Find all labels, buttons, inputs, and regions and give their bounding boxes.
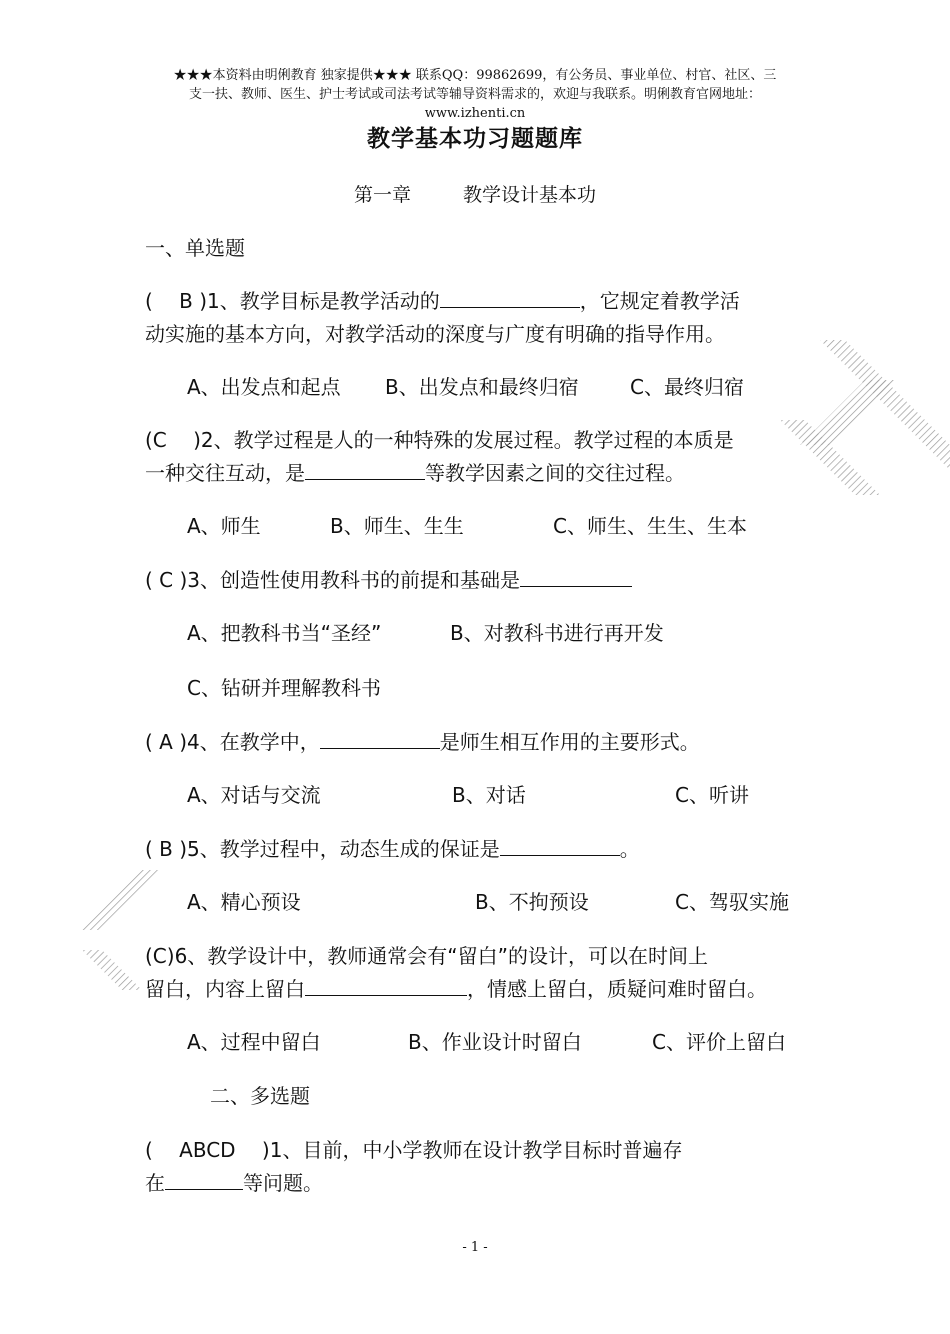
option-b: B、出发点和最终归宿 bbox=[385, 375, 579, 399]
chapter-heading bbox=[0, 180, 950, 207]
option-c: C、驾驭实施 bbox=[675, 890, 789, 914]
question-6-line-2 bbox=[145, 977, 767, 1001]
question-text: 等教学因素之间的交往过程。 bbox=[425, 461, 685, 485]
question-6: (C)6、教学设计中，教师通常会有“留白”的设计，可以在时间上 bbox=[145, 944, 709, 968]
header-line-1: ★★★本资料由明俐教育 独家提供★★★ 联系QQ：99862699，有公务员、事业单位、村官、社区、三 bbox=[173, 68, 777, 83]
question-text: ( C )3、创造性使用教科书的前提和基础是 bbox=[145, 568, 521, 592]
question-text: 一种交往互动，是 bbox=[145, 461, 305, 485]
option-c: C、师生、生生、生本 bbox=[553, 514, 747, 538]
answer-blank bbox=[440, 289, 580, 308]
answer-blank bbox=[320, 730, 440, 749]
question-1 bbox=[145, 289, 740, 313]
question-text: ( A )4、在教学中， bbox=[145, 730, 320, 754]
chapter-name: 教学设计基本功 bbox=[463, 184, 597, 206]
multi-question-1-line-2 bbox=[145, 1171, 323, 1195]
question-text: 。 bbox=[619, 837, 640, 861]
question-3 bbox=[145, 568, 632, 592]
answer-blank bbox=[305, 977, 467, 996]
section-single-choice: 一、单选题 bbox=[145, 236, 245, 260]
chapter-number: 第一章 bbox=[353, 184, 411, 206]
answer-blank bbox=[165, 1171, 243, 1190]
option-b: B、不拘预设 bbox=[475, 890, 589, 914]
question-text: 在 bbox=[145, 1171, 165, 1195]
option-a: A、精心预设 bbox=[187, 890, 301, 914]
answer-blank bbox=[500, 837, 620, 856]
page-number: - 1 - bbox=[462, 1240, 488, 1255]
question-text: ，情感上留白，质疑问难时留白。 bbox=[467, 977, 767, 1001]
question-text: ( B )5、教学过程中，动态生成的保证是 bbox=[145, 837, 500, 861]
answer-blank bbox=[520, 568, 632, 587]
answer-blank bbox=[305, 461, 425, 480]
question-text: 留白，内容上留白 bbox=[145, 977, 305, 1001]
question-2: (C )2、教学过程是人的一种特殊的发展过程。教学过程的本质是 bbox=[145, 428, 734, 452]
question-3-options-row-2 bbox=[187, 676, 381, 700]
option-b: B、师生、生生 bbox=[330, 514, 464, 538]
question-text: ( B )1、教学目标是教学活动的 bbox=[145, 289, 440, 313]
option-a: A、对话与交流 bbox=[187, 783, 321, 807]
question-2-line-2 bbox=[145, 461, 685, 485]
watermark-top-right bbox=[770, 340, 950, 520]
header-website: www.izhenti.cn bbox=[424, 106, 526, 121]
question-text: ，它规定着教学活 bbox=[579, 289, 740, 313]
option-b: B、作业设计时留白 bbox=[408, 1030, 582, 1054]
option-a: A、师生 bbox=[187, 514, 261, 538]
option-c: C、钻研并理解教科书 bbox=[187, 676, 381, 700]
option-a: A、过程中留白 bbox=[187, 1030, 321, 1054]
watermark-bottom-left bbox=[82, 860, 172, 990]
option-c: C、听讲 bbox=[675, 783, 749, 807]
option-c: C、最终归宿 bbox=[630, 375, 744, 399]
multi-question-1: ( ABCD )1、目前，中小学教师在设计教学目标时普遍存 bbox=[145, 1138, 683, 1162]
question-4 bbox=[145, 730, 700, 754]
option-a: A、出发点和起点 bbox=[187, 375, 341, 399]
section-multiple-choice: 二、多选题 bbox=[210, 1084, 310, 1108]
option-b: B、对话 bbox=[452, 783, 526, 807]
header-line-2: 支一扶、教师、医生、护士考试或司法考试等辅导资料需求的，欢迎与我联系。明俐教育官网地址： bbox=[188, 87, 761, 102]
question-1-line-2: 动实施的基本方向，对教学活动的深度与广度有明确的指导作用。 bbox=[145, 322, 725, 346]
question-text: 等问题。 bbox=[243, 1171, 323, 1195]
option-b: B、对教科书进行再开发 bbox=[450, 621, 664, 645]
question-5 bbox=[145, 837, 640, 861]
question-text: 是师生相互作用的主要形式。 bbox=[439, 730, 700, 754]
option-a: A、把教科书当“圣经” bbox=[187, 621, 382, 645]
option-c: C、评价上留白 bbox=[652, 1030, 786, 1054]
page-title: 教学基本功习题题库 bbox=[367, 125, 583, 152]
